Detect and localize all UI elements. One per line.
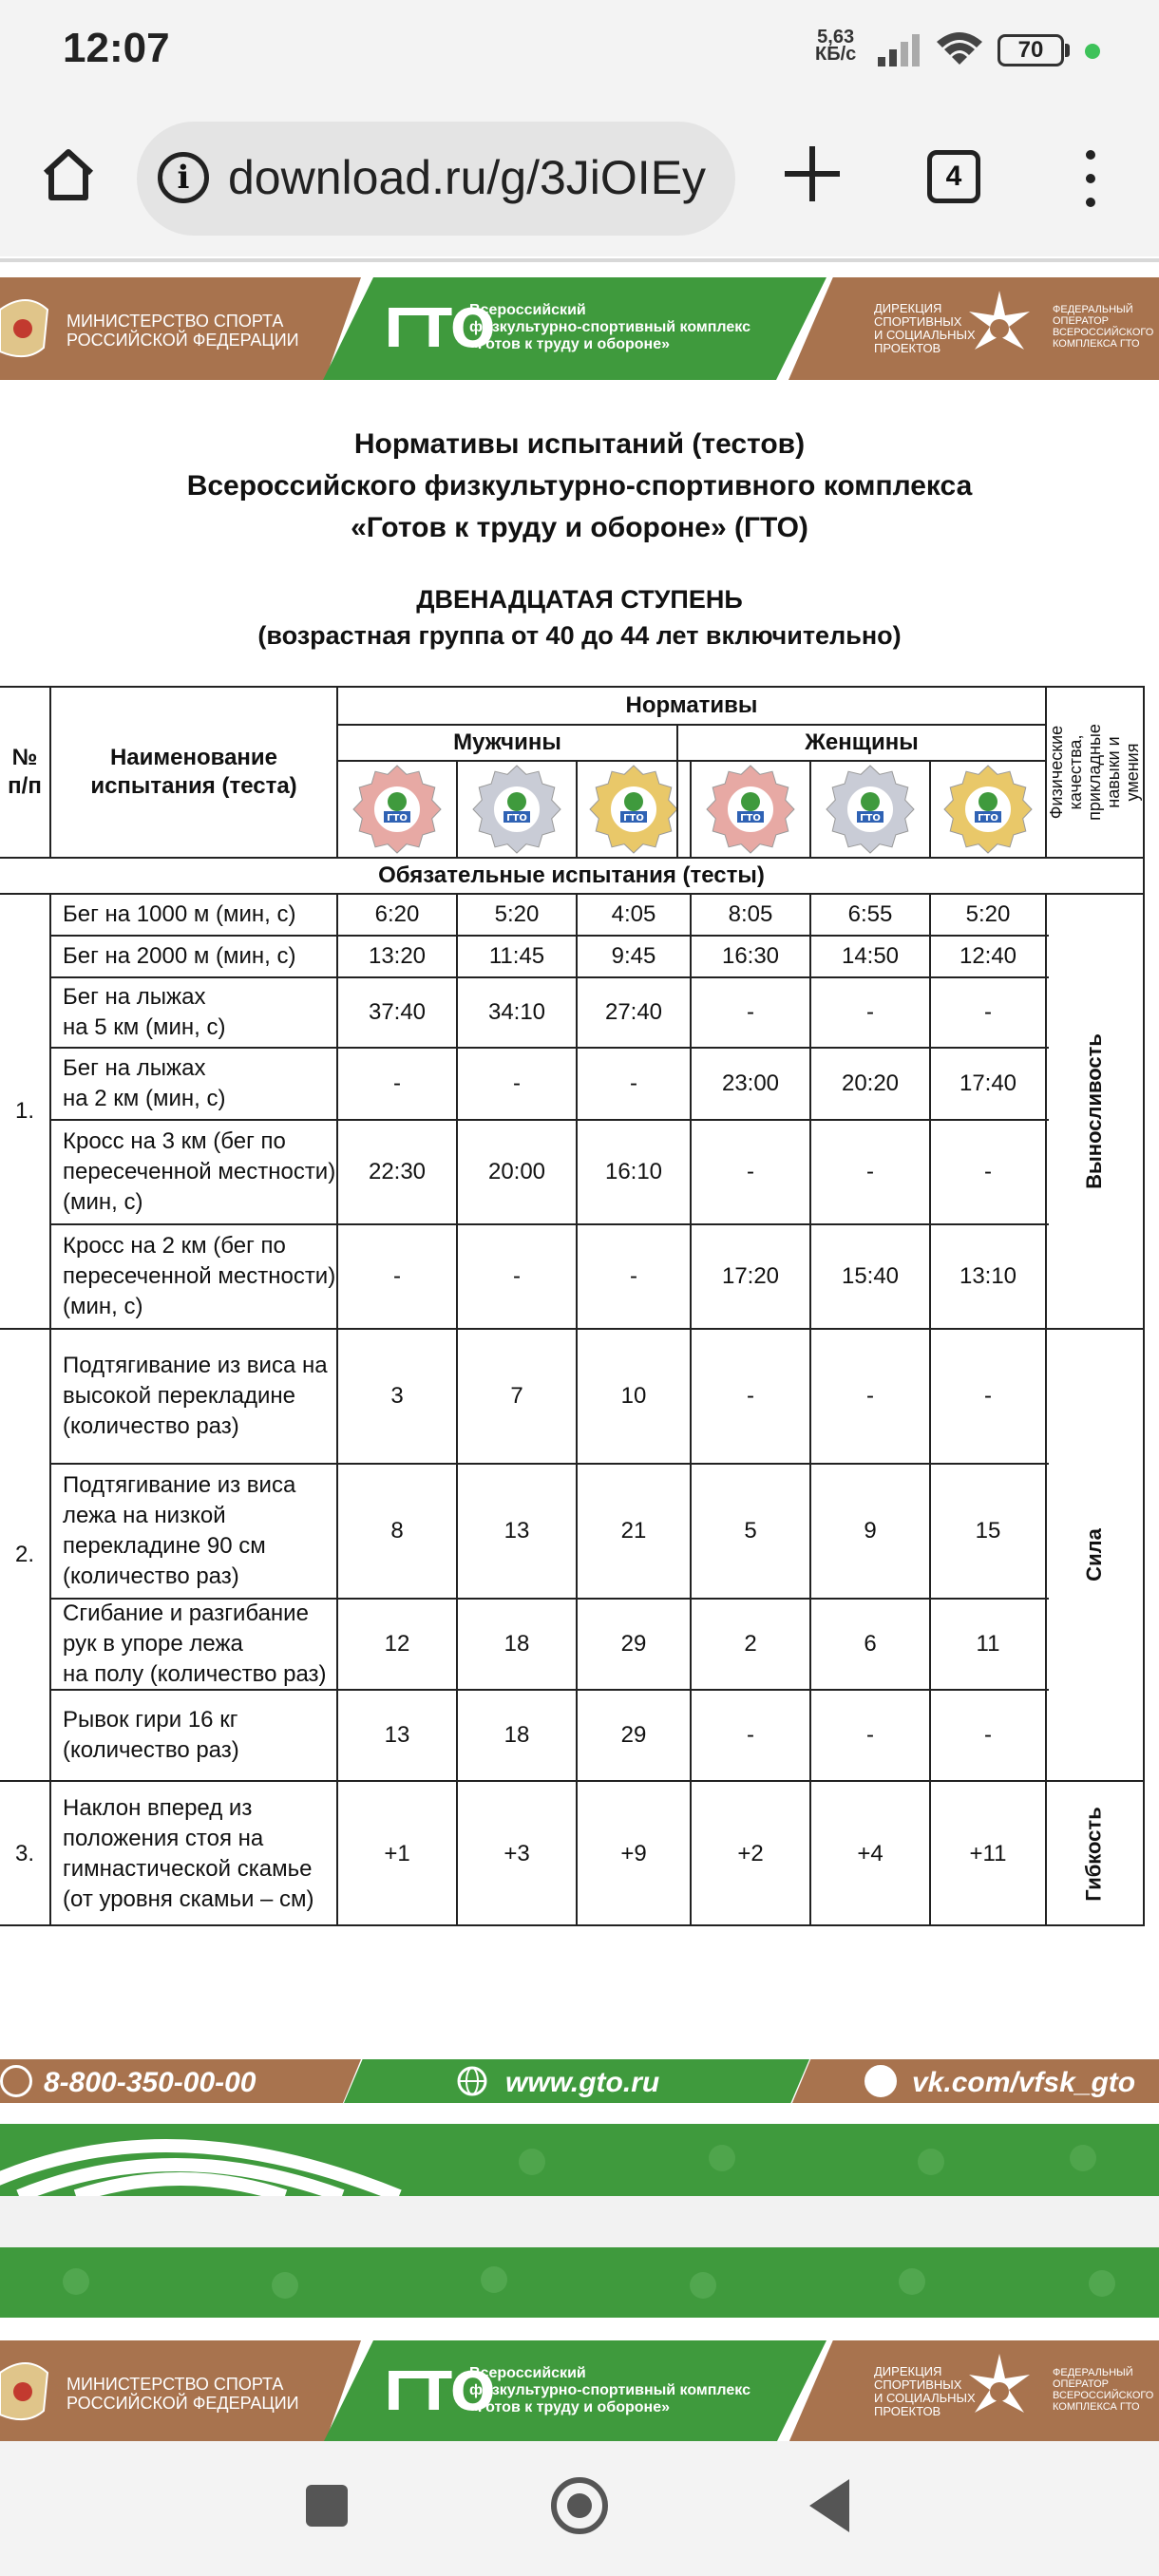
norm-value: -: [866, 1722, 874, 1748]
norm-value: 10: [620, 1383, 647, 1409]
net-speed: [815, 28, 856, 63]
coat-of-arms-icon: [0, 291, 53, 367]
wifi-icon: [935, 28, 984, 68]
norm-value: -: [513, 1070, 521, 1096]
svg-text:ГТО: ГТО: [506, 813, 527, 824]
footer-site[interactable]: www.gto.ru: [505, 2067, 660, 2098]
norm-value: 16:30: [721, 943, 780, 969]
norm-value: 6:55: [847, 901, 893, 927]
ministry-label: МИНИСТЕРСТВО СПОРТА РОССИЙСКОЙ ФЕДЕРАЦИИ: [66, 312, 299, 350]
norm-value: -: [513, 1263, 521, 1289]
norm-value: 27:40: [604, 999, 663, 1025]
test-name: Сгибание и разгибание рук в упоре лежа на полу (количество раз): [63, 1601, 327, 1687]
norm-value: -: [747, 1383, 754, 1409]
gto-caption: Всероссийский физкультурно-спортивный комплекс «Готов к труду и обороне»: [469, 2365, 750, 2415]
test-name: Бег на 1000 м (мин, с): [63, 901, 296, 927]
coat-of-arms-icon: [0, 2354, 53, 2430]
norm-value: 18: [504, 1631, 530, 1657]
norm-value: -: [393, 1263, 401, 1289]
star-emblem-icon: [958, 287, 1041, 370]
operator-label: ФЕДЕРАЛЬНЫЙ ОПЕРАТОР ВСЕРОССИЙСКОГО КОМПЛЕКСА ГТО: [1053, 2367, 1154, 2413]
norm-value: 17:40: [959, 1070, 1017, 1096]
test-name: Бег на 2000 м (мин, с): [63, 943, 296, 969]
norm-value: 9:45: [611, 943, 656, 969]
norm-value: 17:20: [721, 1263, 780, 1289]
norm-value: 13:10: [959, 1263, 1017, 1289]
battery-icon: 70: [998, 34, 1064, 66]
norm-value: +4: [857, 1841, 884, 1866]
norm-value: 13:20: [368, 943, 427, 969]
decor-stripe: [0, 2124, 1159, 2196]
back-button[interactable]: [809, 2479, 849, 2532]
norm-value: 9: [864, 1518, 877, 1544]
ministry-label: МИНИСТЕРСТВО СПОРТА РОССИЙСКОЙ ФЕДЕРАЦИИ: [66, 2375, 299, 2413]
norm-value: 5:20: [965, 901, 1011, 927]
norm-value: -: [866, 1159, 874, 1184]
signal-icon: [878, 32, 923, 66]
norm-value: -: [747, 1722, 754, 1748]
direction-label: ДИРЕКЦИЯ СПОРТИВНЫХ И СОЦИАЛЬНЫХ ПРОЕКТОВ: [874, 2364, 976, 2418]
norm-value: 3: [390, 1383, 404, 1409]
gto-logo: ГТО: [384, 298, 494, 360]
bronze-badge-icon: [338, 762, 456, 857]
decor-arcs: [0, 2124, 1159, 2196]
home-icon[interactable]: [38, 144, 99, 205]
star-emblem-icon: [958, 2350, 1041, 2434]
tab-switcher-button[interactable]: 4: [927, 150, 980, 203]
info-icon[interactable]: i: [158, 152, 209, 203]
status-bar: [0, 0, 1159, 104]
norm-value: 29: [620, 1631, 647, 1657]
norm-value: 11: [976, 1631, 1000, 1657]
norm-value: +11: [969, 1841, 1007, 1866]
more-menu-icon[interactable]: [1081, 150, 1100, 207]
phone-icon: [0, 2065, 32, 2097]
address-bar[interactable]: [137, 122, 735, 236]
norm-value: -: [747, 1159, 754, 1184]
norm-value: 23:00: [721, 1070, 780, 1096]
direction-label: ДИРЕКЦИЯ СПОРТИВНЫХ И СОЦИАЛЬНЫХ ПРОЕКТОВ: [874, 301, 976, 355]
header-women: Женщины: [805, 729, 919, 755]
svg-text:ГТО: ГТО: [740, 813, 761, 824]
norm-value: 13: [504, 1518, 530, 1544]
norms-table: [0, 686, 1145, 1926]
norm-value: -: [630, 1070, 637, 1096]
norm-value: 11:45: [488, 943, 545, 969]
toolbar-divider: [0, 258, 1159, 262]
norm-value: +3: [504, 1841, 530, 1866]
net-speed-unit: КБ/с: [815, 44, 857, 65]
norm-value: 20:20: [841, 1070, 900, 1096]
header-qualities: Физические качества, прикладные навыки и умения: [1047, 724, 1143, 821]
footer-phone[interactable]: 8-800-350-00-00: [44, 2067, 256, 2098]
norm-value: 34:10: [487, 999, 546, 1025]
norm-value: 14:50: [841, 943, 900, 969]
header-norms: Нормативы: [625, 692, 758, 718]
quality-strength: Сила: [1082, 1528, 1106, 1582]
gold-badge-icon: [931, 762, 1045, 857]
test-name: Бег на лыжах на 5 км (мин, с): [63, 984, 226, 1040]
home-button[interactable]: [551, 2477, 608, 2534]
norm-value: -: [866, 1383, 874, 1409]
norm-value: 4:05: [611, 901, 656, 927]
stage-subtitle: ДВЕНАДЦАТАЯ СТУПЕНЬ (возрастная группа от 40 до 44 лет включительно): [257, 585, 902, 650]
norm-value: 12: [384, 1631, 410, 1657]
test-name: Наклон вперед из положения стоя на гимнастической скамье (от уровня скамьи – см): [63, 1795, 314, 1912]
norm-value: 6: [864, 1631, 877, 1657]
norm-value: -: [747, 999, 754, 1025]
footer-vk[interactable]: vk.com/vfsk_gto: [912, 2067, 1136, 2098]
norm-value: 7: [510, 1383, 523, 1409]
norm-value: -: [630, 1263, 637, 1289]
net-speed-value: 5,63: [817, 27, 855, 47]
document-title: Нормативы испытаний (тестов) Всероссийского физкультурно-спортивного комплекса «Готов к труду и обороне» (ГТО): [186, 428, 973, 543]
group-num-2: 2.: [14, 1542, 34, 1567]
mandatory-tests-label: Обязательные испытания (тесты): [378, 862, 765, 888]
test-name: Кросс на 3 км (бег по пересеченной местности) (мин, с): [63, 1128, 336, 1215]
gto-logo: ГТО: [384, 2361, 494, 2423]
svg-text:ГТО: ГТО: [623, 813, 644, 824]
test-name: Кросс на 2 км (бег по пересеченной местности) (мин, с): [63, 1233, 336, 1319]
header-men: Мужчины: [453, 729, 561, 755]
norm-value: 21: [620, 1518, 647, 1544]
norm-value: 20:00: [487, 1159, 546, 1184]
norm-value: 8: [390, 1518, 404, 1544]
norm-value: 6:20: [374, 901, 420, 927]
norm-value: -: [984, 999, 992, 1025]
system-nav-bar: [0, 2441, 1159, 2576]
norm-value: 37:40: [368, 999, 427, 1025]
norm-value: +9: [620, 1841, 647, 1866]
norm-value: -: [393, 1070, 401, 1096]
gto-banner-top: [0, 277, 1159, 380]
norm-value: 29: [620, 1722, 647, 1748]
gto-banner-bottom: [0, 2340, 1159, 2443]
clock: 12:07: [63, 25, 170, 71]
norm-value: -: [866, 999, 874, 1025]
browser-toolbar: [0, 104, 1159, 256]
decor-figures: [0, 2247, 1159, 2318]
recent-apps-button[interactable]: [306, 2485, 348, 2527]
operator-label: ФЕДЕРАЛЬНЫЙ ОПЕРАТОР ВСЕРОССИЙСКОГО КОМПЛЕКСА ГТО: [1053, 304, 1154, 350]
group-num-3: 3.: [14, 1841, 34, 1866]
norm-value: 5: [744, 1518, 757, 1544]
norm-value: 12:40: [959, 943, 1017, 969]
footer-contacts: [0, 2059, 1159, 2103]
test-name: Подтягивание из виса лежа на низкой перекладине 90 см (количество раз): [63, 1472, 296, 1589]
silver-badge-icon: [458, 762, 576, 857]
test-name: Бег на лыжах на 2 км (мин, с): [63, 1055, 226, 1111]
bronze-badge-icon: [692, 762, 809, 857]
svg-text:ГТО: ГТО: [387, 813, 408, 824]
new-tab-icon[interactable]: [781, 142, 844, 205]
url-text[interactable]: download.ru/g/3JiOIEy: [228, 151, 707, 204]
norm-value: 5:20: [494, 901, 540, 927]
norm-value: 2: [744, 1631, 757, 1657]
norm-value: 15: [975, 1518, 1001, 1544]
page-gap: [0, 2196, 1159, 2247]
battery-tip: [1065, 44, 1070, 57]
silver-badge-icon: [811, 762, 929, 857]
norm-value: -: [984, 1159, 992, 1184]
svg-text:ГТО: ГТО: [860, 813, 881, 824]
norm-value: 18: [504, 1722, 530, 1748]
group-num-1: 1.: [14, 1098, 34, 1124]
globe-icon: [456, 2065, 488, 2097]
norm-value: -: [984, 1722, 992, 1748]
norm-value: 22:30: [368, 1159, 427, 1184]
svg-text:ГТО: ГТО: [978, 813, 998, 824]
quality-flexibility: Гибкость: [1081, 1807, 1106, 1902]
test-name: Подтягивание из виса на высокой перекладине (количество раз): [63, 1353, 328, 1439]
vk-icon: [864, 2065, 897, 2097]
norm-value: +2: [737, 1841, 764, 1866]
header-name: Наименование испытания (теста): [90, 745, 297, 799]
norm-value: +1: [384, 1841, 410, 1866]
norm-value: -: [984, 1383, 992, 1409]
header-num: № п/п: [8, 745, 42, 799]
norm-value: 15:40: [841, 1263, 900, 1289]
gold-badge-icon: [578, 762, 690, 857]
decor-stripe-2: [0, 2247, 1159, 2318]
test-name: Рывок гири 16 кг (количество раз): [63, 1707, 239, 1763]
norm-value: 16:10: [604, 1159, 663, 1184]
quality-endurance: Выносливость: [1082, 1033, 1107, 1189]
privacy-dot-icon: [1085, 44, 1100, 59]
norm-value: 8:05: [728, 901, 773, 927]
gto-caption: Всероссийский физкультурно-спортивный комплекс «Готов к труду и обороне»: [469, 302, 750, 352]
norm-value: 13: [384, 1722, 410, 1748]
